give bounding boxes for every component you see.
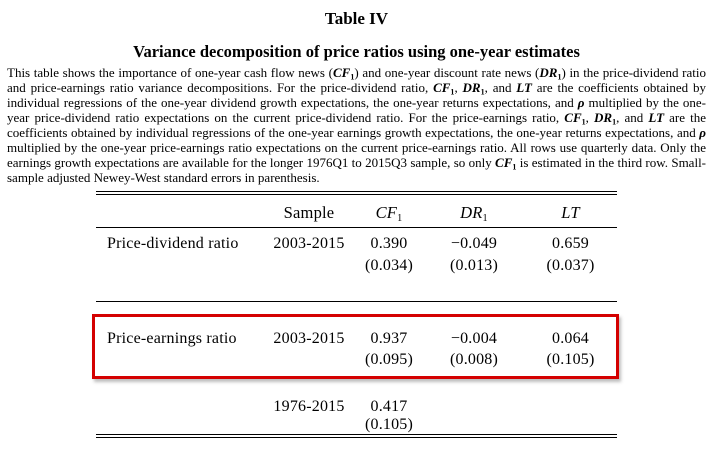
math-variable: $DR_1$ <box>594 110 617 127</box>
lt-value: 0.064 <box>552 330 589 347</box>
math-variable: $DR_1$ <box>539 65 562 82</box>
sample-value: 2003-2015 <box>273 235 345 252</box>
dr1-stderr: (0.008) <box>449 351 499 368</box>
dr1-stderr <box>424 416 524 434</box>
cf1-value: 0.390 <box>370 235 408 252</box>
cf1-value: 0.417 <box>370 398 408 415</box>
table-row-price-dividend-se <box>96 255 617 276</box>
math-variable: $CF_1$ <box>495 155 517 172</box>
lt-value <box>524 397 617 416</box>
dr1-value <box>424 397 524 416</box>
column-header-dr1: $DR_1$ <box>460 203 488 224</box>
math-variable: $CF_1$ <box>332 65 355 82</box>
table-row-price-earnings <box>96 329 617 349</box>
column-header-blank <box>96 203 264 223</box>
table-row-1976-sample <box>96 397 617 416</box>
lt-stderr <box>524 416 617 434</box>
table-bottom-rule <box>96 434 617 438</box>
math-variable: ρ <box>699 125 706 140</box>
table-row-price-earnings-se <box>96 349 617 370</box>
table-number-title: Table IV <box>324 9 389 28</box>
column-header-cf1: $CF_1$ <box>375 203 403 224</box>
table-header-row <box>96 195 617 227</box>
math-variable: $CF_1$ <box>433 80 455 97</box>
table-caption-title: Variance decomposition of price ratios using one-year estimates <box>133 42 580 61</box>
table-description: This table shows the importance of one-year cash flow news $(CF_1)$ and one-year discount rate news $(DR_1)$ in the price-dividend ratio and price-earnings ratio variance decompositions. For the price-dividend ratio, $CF_1$, $DR_1$, and LT are the coefficients obtained by individual regressions of the one-year dividend growth expectations, the one-year returns expectations, and ρ multiplied by the one-year price-dividend ratio expectations on the current price-dividend ratio. For the price-earnings ratio, $CF_1$, $DR_1$, and LT are the coefficients obtained by individual regressions of the one-year earnings growth expectations, the one-year returns expectations, and ρ multiplied by the one-year price-earnings ratio expectations on the current price-earnings ratio. All rows use quarterly data. Only the earnings growth expectations are available for the longer 1976Q1 to 2015Q3 sample, so only $CF_1$ is estimated in the third row. Small-sample adjusted Newey-West standard errors in parenthesis. <box>7 65 707 185</box>
cf1-value: 0.937 <box>370 330 408 347</box>
row-label <box>96 397 264 416</box>
sample-value: 1976-2015 <box>273 398 345 415</box>
math-variable: LT <box>648 110 665 125</box>
table-row-price-dividend <box>96 228 617 255</box>
dr1-value: −0.049 <box>450 235 498 252</box>
dr1-value: −0.004 <box>450 330 498 347</box>
results-table <box>96 191 617 438</box>
lt-value: 0.659 <box>552 235 589 252</box>
lt-stderr: (0.105) <box>546 351 595 368</box>
sample-value: 2003-2015 <box>273 330 345 347</box>
row-label: Price-earnings ratio <box>107 330 237 347</box>
cf1-stderr: (0.095) <box>364 351 414 368</box>
column-header-sample: Sample <box>283 203 335 222</box>
table-row-1976-sample-se <box>96 416 617 434</box>
lt-stderr: (0.037) <box>546 257 595 274</box>
math-variable: LT <box>516 80 532 95</box>
row-label: Price-dividend ratio <box>107 235 239 252</box>
cf1-stderr: (0.105) <box>364 416 414 433</box>
math-variable: ρ <box>577 95 585 110</box>
dr1-stderr: (0.013) <box>449 257 499 274</box>
math-variable: $CF_1$ <box>564 110 586 127</box>
cf1-stderr: (0.034) <box>364 257 414 274</box>
math-variable: $DR_1$ <box>462 80 485 97</box>
column-header-lt: LT <box>561 203 580 222</box>
